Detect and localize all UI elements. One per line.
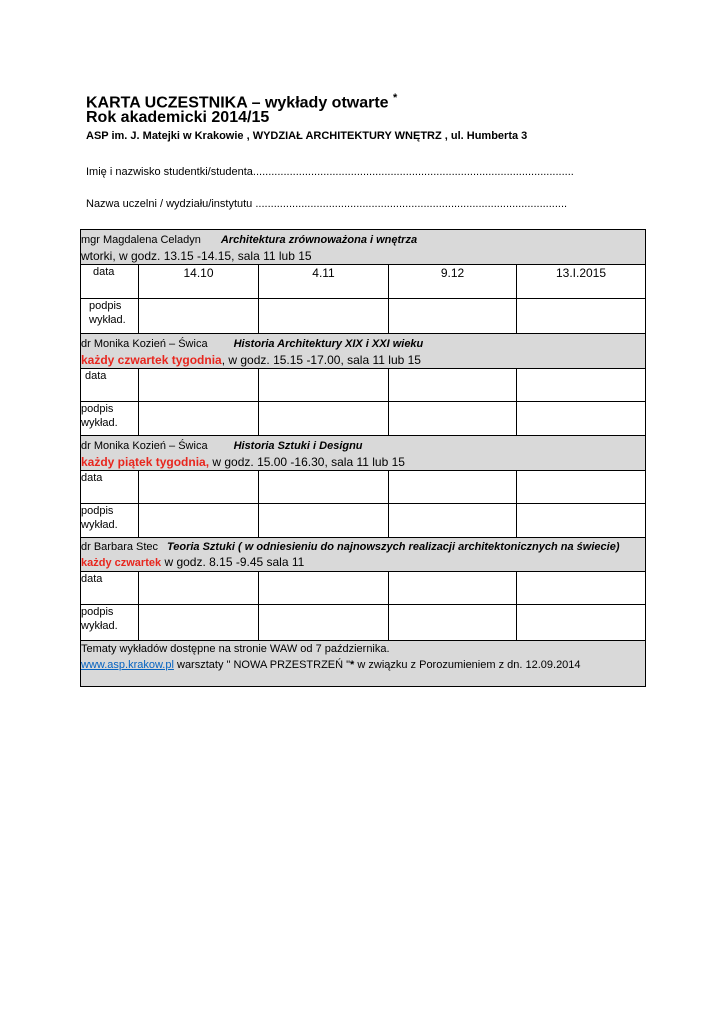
date-label: data (81, 471, 139, 504)
date-cell[interactable] (139, 369, 259, 402)
date-cell[interactable] (139, 471, 259, 504)
course-header-row (81, 436, 646, 471)
course-header (81, 436, 646, 471)
date-cell[interactable] (139, 572, 259, 605)
signature-cell[interactable] (139, 605, 259, 641)
signature-cell[interactable] (517, 402, 646, 436)
lecturer-name: dr Barbara Stec (81, 541, 159, 553)
signature-row (81, 299, 646, 334)
signature-label: podpis wykład. (81, 504, 139, 538)
course-header (81, 230, 646, 265)
footer-line-1: Tematy wykładów dostępne na stronie WAW od 7 października. (81, 643, 390, 655)
date-cell[interactable] (517, 369, 646, 402)
signature-label: podpis wykład. (81, 299, 139, 334)
signature-cell[interactable] (259, 402, 389, 436)
date-cell[interactable] (389, 369, 517, 402)
date-cell[interactable] (389, 471, 517, 504)
date-cell: 13.I.2015 (517, 265, 646, 299)
date-cell[interactable] (259, 572, 389, 605)
course-schedule: każdy piątek tygodnia, w godz. 15.00 -16.30, sala 11 lub 15 (81, 455, 405, 469)
signature-cell[interactable] (517, 299, 646, 334)
course-header-row (81, 538, 646, 572)
date-cell[interactable] (259, 369, 389, 402)
footer-line-2: www.asp.krakow.pl warsztaty " NOWA PRZESTRZEŃ "* w związku z Porozumieniem z dn. 12.09.2014 (81, 659, 581, 671)
date-row (81, 265, 646, 299)
footer-row (81, 641, 646, 687)
date-cell[interactable] (259, 471, 389, 504)
footer-note (81, 641, 646, 687)
signature-cell[interactable] (259, 299, 389, 334)
signature-label: podpis wykład. (81, 402, 139, 436)
academic-year: Rok akademicki 2014/15 (86, 109, 270, 126)
signature-label: podpis wykład. (81, 605, 139, 641)
university-field: Nazwa uczelni / wydziału/instytutu ...................................................................................................... (86, 198, 568, 210)
course-title: Architektura zrównoważona i wnętrza (220, 234, 418, 246)
signature-cell[interactable] (389, 402, 517, 436)
course-schedule: każdy czwartek w godz. 8.15 -9.45 sala 11 (81, 555, 305, 569)
date-label: data (81, 369, 139, 402)
course-header-row (81, 230, 646, 265)
lecturer-name: mgr Magdalena Celadyn (81, 234, 201, 246)
date-cell[interactable] (517, 471, 646, 504)
card-title: KARTA UCZESTNIKA – wykłady otwarte * (86, 92, 398, 112)
footer-asterisk: * (350, 659, 355, 671)
date-cell: 4.11 (259, 265, 389, 299)
course-title: Historia Sztuki i Designu (233, 440, 363, 452)
schedule-highlight: każdy czwartek tygodnia (81, 353, 222, 367)
date-cell: 14.10 (139, 265, 259, 299)
course-title: Teoria Sztuki ( w odniesieniu do najnowszych realizacji architektonicznych na świecie) (166, 541, 620, 553)
schedule-highlight: każdy czwartek (81, 557, 162, 569)
website-link[interactable]: www.asp.krakow.pl (81, 659, 174, 671)
signature-cell[interactable] (389, 299, 517, 334)
signature-cell[interactable] (389, 504, 517, 538)
signature-cell[interactable] (139, 299, 259, 334)
signature-cell[interactable] (517, 605, 646, 641)
course-schedule: wtorki, w godz. 13.15 -14.15, sala 11 lub 15 (81, 249, 312, 263)
course-header (81, 538, 646, 572)
date-label: data (81, 265, 139, 299)
signature-cell[interactable] (389, 605, 517, 641)
course-header-row (81, 334, 646, 369)
course-title: Historia Architektury XIX i XXI wieku (233, 338, 424, 350)
signature-row (81, 402, 646, 436)
lecturer-name: dr Monika Kozień – Świca (81, 440, 208, 452)
schedule-highlight: każdy piątek tygodnia, (81, 455, 210, 469)
date-cell[interactable] (389, 572, 517, 605)
lecturer-name: dr Monika Kozień – Świca (81, 338, 208, 350)
date-row (81, 572, 646, 605)
date-row (81, 471, 646, 504)
signature-cell[interactable] (139, 504, 259, 538)
signature-cell[interactable] (139, 402, 259, 436)
date-row (81, 369, 646, 402)
signature-cell[interactable] (517, 504, 646, 538)
signature-cell[interactable] (259, 605, 389, 641)
signature-row (81, 504, 646, 538)
date-label: data (81, 572, 139, 605)
attendance-table (80, 229, 646, 687)
date-cell: 9.12 (389, 265, 517, 299)
student-name-field: Imię i nazwisko studentki/studenta......................................................................................................... (86, 166, 574, 178)
date-cell[interactable] (517, 572, 646, 605)
course-header (81, 334, 646, 369)
signature-row (81, 605, 646, 641)
signature-cell[interactable] (259, 504, 389, 538)
title-asterisk: * (393, 92, 398, 104)
institution-line: ASP im. J. Matejki w Krakowie , WYDZIAŁ ARCHITEKTURY WNĘTRZ , ul. Humberta 3 (86, 130, 528, 142)
course-schedule: każdy czwartek tygodnia, w godz. 15.15 -17.00, sala 11 lub 15 (81, 353, 421, 367)
